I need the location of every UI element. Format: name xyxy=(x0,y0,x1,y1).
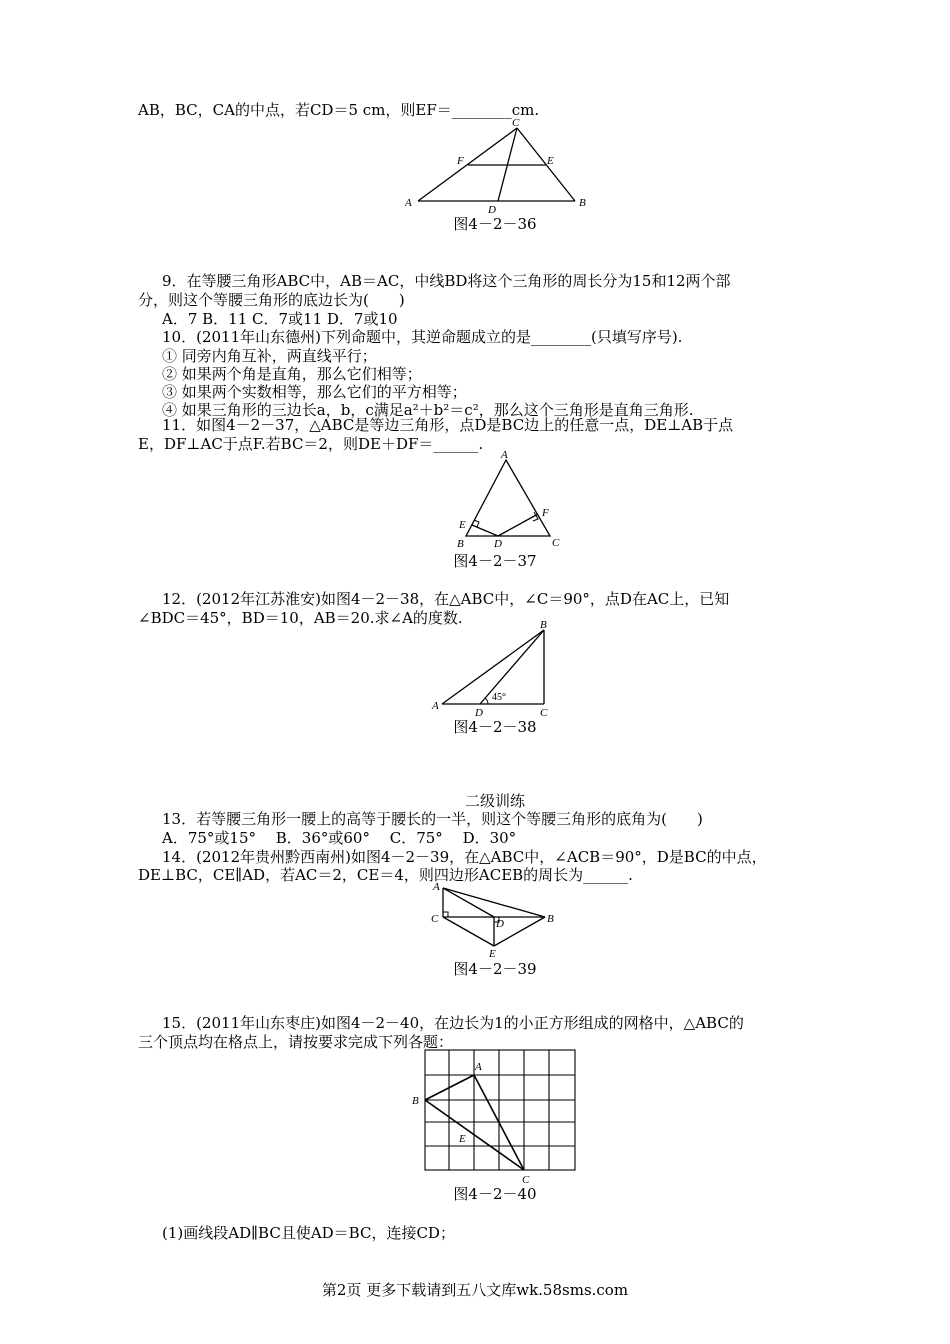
q10-item1: ① 同旁内角互补，两直线平行； xyxy=(162,347,377,365)
angle-45-label: 45° xyxy=(492,692,506,703)
label-e: E xyxy=(459,1133,466,1145)
label-c: C xyxy=(522,1174,530,1186)
label-c: C xyxy=(540,707,548,719)
label-b: B xyxy=(547,913,554,925)
label-e: E xyxy=(459,519,466,531)
figure-4-2-37 xyxy=(448,448,568,548)
label-c: C xyxy=(431,913,439,925)
figure-4-2-36 xyxy=(400,117,590,216)
label-a: A xyxy=(475,1061,482,1073)
label-f: F xyxy=(542,507,549,519)
q10-item2: ② 如果两个角是直角，那么它们相等； xyxy=(162,365,422,383)
q15-line1: 15．(2011年山东枣庄)如图4－2－40，在边长为1的小正方形组成的网格中，△ABC的 xyxy=(162,1014,744,1032)
label-b: B xyxy=(540,619,547,631)
q9-line1: 9．在等腰三角形ABC中，AB＝AC，中线BD将这个三角形的周长分为15和12两个部 xyxy=(162,272,731,290)
label-c: C xyxy=(512,117,520,129)
caption-4-2-37: 图4－2－37 xyxy=(453,552,537,570)
label-b: B xyxy=(457,538,464,550)
q10-item3: ③ 如果两个实数相等，那么它们的平方相等； xyxy=(162,383,467,401)
q11-line2: E，DF⊥AC于点F.若BC＝2，则DE＋DF＝______. xyxy=(138,435,484,453)
label-a: A xyxy=(501,449,508,461)
label-d: D xyxy=(488,204,496,216)
q8-text: AB，BC，CA的中点，若CD＝5 cm，则EF＝________cm. xyxy=(138,101,540,119)
caption-4-2-39: 图4－2－39 xyxy=(453,960,537,978)
figure-4-2-39 xyxy=(425,880,565,960)
q12-line2: ∠BDC＝45°，BD＝10，AB＝20.求∠A的度数. xyxy=(138,609,463,627)
label-d: D xyxy=(496,918,504,930)
q10-line1: 10．(2011年山东德州)下列命题中，其逆命题成立的是________(只填写序号). xyxy=(162,328,683,346)
section-title: 二级训练 xyxy=(464,792,525,810)
label-b: B xyxy=(579,197,586,209)
figure-4-2-38 xyxy=(430,620,560,720)
q13-options: A．75°或15° B．36°或60° C．75° D．30° xyxy=(162,829,517,847)
label-d: D xyxy=(475,707,483,719)
q15-sub1: (1)画线段AD∥BC且使AD＝BC，连接CD； xyxy=(162,1224,455,1242)
label-d: D xyxy=(494,538,502,550)
label-a: A xyxy=(432,700,439,712)
q11-line1: 11．如图4－2－37，△ABC是等边三角形，点D是BC边上的任意一点，DE⊥AB于点 xyxy=(162,416,734,434)
q10-item4: ④ 如果三角形的三边长a，b，c满足a²＋b²＝c²，那么这个三角形是直角三角形. xyxy=(162,401,694,419)
caption-4-2-36: 图4－2－36 xyxy=(453,215,537,233)
q12-line1: 12．(2012年江苏淮安)如图4－2－38，在△ABC中，∠C＝90°，点D在AC上，已知 xyxy=(162,590,730,608)
caption-4-2-40: 图4－2－40 xyxy=(453,1185,537,1203)
q14-line2: DE⊥BC，CE∥AD，若AC＝2，CE＝4，则四边形ACEB的周长为______. xyxy=(138,866,633,884)
label-a: A xyxy=(405,197,412,209)
label-e: E xyxy=(489,948,496,960)
label-a: A xyxy=(433,881,440,893)
label-e: E xyxy=(547,155,554,167)
label-c: C xyxy=(552,537,560,549)
label-b: B xyxy=(412,1095,419,1107)
q15-line2: 三个顶点均在格点上，请按要求完成下列各题： xyxy=(138,1033,454,1051)
page-footer: 第2页 更多下载请到五八文库wk.58sms.com xyxy=(321,1281,629,1299)
label-f: F xyxy=(457,155,464,167)
figure-4-2-40 xyxy=(405,1046,580,1186)
q9-line2: 分，则这个等腰三角形的底边长为( ) xyxy=(138,291,405,309)
q9-options: A．7 B．11 C．7或11 D．7或10 xyxy=(162,310,398,328)
q14-line1: 14．(2012年贵州黔西南州)如图4－2－39，在△ABC中，∠ACB＝90°，D是BC的中点， xyxy=(162,848,767,866)
q13-line1: 13．若等腰三角形一腰上的高等于腰长的一半，则这个等腰三角形的底角为( ) xyxy=(162,810,703,828)
caption-4-2-38: 图4－2－38 xyxy=(453,718,537,736)
